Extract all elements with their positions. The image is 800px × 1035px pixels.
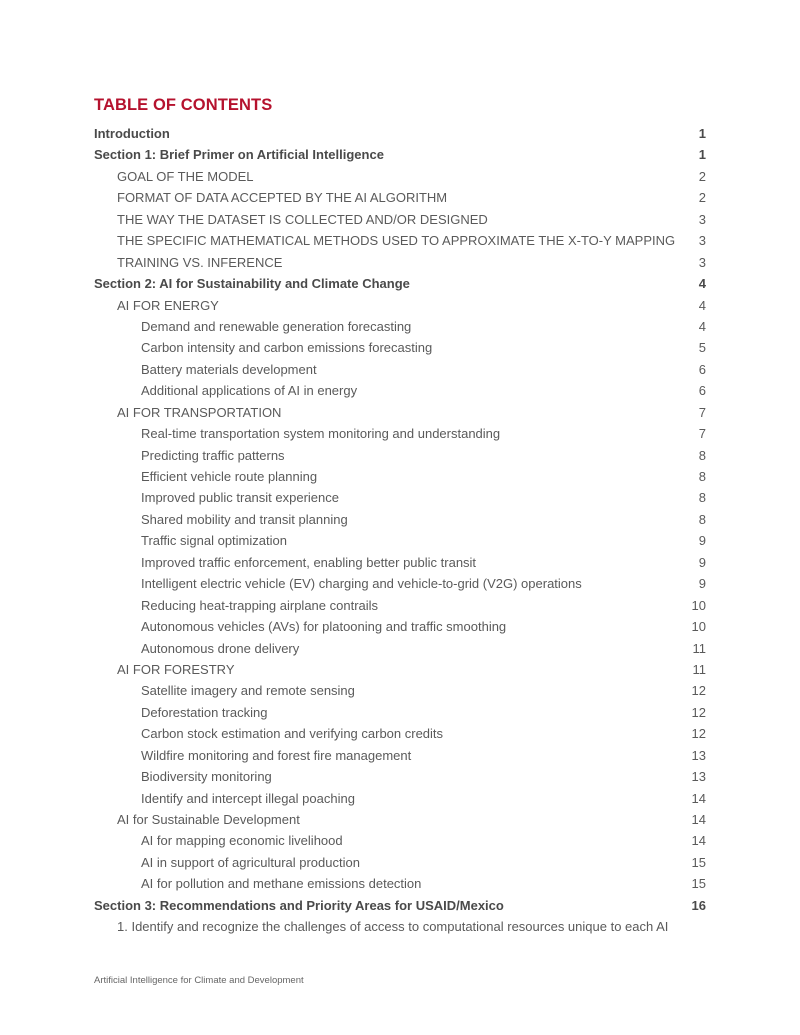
toc-entry-page-number: 9 [698, 533, 706, 549]
toc-entry-page-number: 3 [698, 254, 706, 270]
toc-entry[interactable] [0, 702, 800, 723]
toc-entry-page-number: 7 [698, 426, 706, 442]
toc-entry-label: Carbon stock estimation and verifying carbon credits [141, 726, 444, 742]
toc-entry-page-number: 3 [698, 211, 706, 227]
toc-entry-page-number: 14 [691, 790, 706, 806]
toc-entry[interactable] [0, 466, 800, 487]
toc-entry[interactable] [0, 895, 800, 916]
toc-entry[interactable] [0, 380, 800, 401]
toc-entry-page-number: 12 [691, 683, 706, 699]
toc-entry-label: Autonomous drone delivery [141, 640, 300, 656]
toc-entry-page-number: 13 [691, 747, 706, 763]
toc-entry[interactable] [0, 144, 800, 165]
toc-entry-label: Section 3: Recommendations and Priority Areas for USAID/Mexico [94, 897, 504, 913]
toc-entry-label: Efficient vehicle route planning [141, 469, 318, 484]
toc-entry-page-number: 15 [691, 854, 706, 870]
toc-entry-label: Deforestation tracking [141, 704, 268, 720]
toc-entry-page-number: 9 [698, 576, 706, 592]
toc-entry-label: Introduction [94, 126, 170, 141]
toc-entry-page-number: 8 [698, 511, 706, 527]
toc-title: TABLE OF CONTENTS [94, 96, 273, 114]
toc-entry[interactable] [0, 445, 800, 466]
toc-entry-label: THE SPECIFIC MATHEMATICAL METHODS USED TO APPROXIMATE THE X-TO-Y MAPPING [117, 233, 676, 249]
toc-entry-label: Autonomous vehicles (AVs) for platooning and traffic smoothing [141, 619, 507, 635]
toc-entry[interactable] [0, 402, 800, 423]
toc-entry-label: Additional applications of AI in energy [141, 383, 358, 399]
toc-entry-page-number: 9 [698, 554, 706, 570]
toc-entry[interactable] [0, 830, 800, 851]
toc-entry-page-number: 4 [698, 318, 706, 334]
toc-entry[interactable] [0, 209, 800, 230]
toc-entry-page-number: 11 [692, 661, 706, 677]
toc-entry[interactable] [0, 230, 800, 251]
toc-entry-page-number: 1 [698, 147, 706, 163]
toc-entry-page-number: 10 [691, 597, 706, 613]
toc-entry-label: Traffic signal optimization [141, 533, 287, 549]
toc-entry-page-number: 10 [691, 619, 706, 635]
toc-entry[interactable] [0, 123, 800, 144]
toc-entry[interactable] [0, 166, 800, 187]
toc-entry-page-number: 4 [698, 297, 706, 313]
toc-entry-page-number: 2 [698, 168, 706, 184]
toc-entry-label: Intelligent electric vehicle (EV) charging and vehicle-to-grid (V2G) operations [141, 576, 582, 592]
toc-entry-label: GOAL OF THE MODEL [117, 168, 254, 184]
toc-entry-label: Section 2: AI for Sustainability and Climate Change [94, 276, 410, 292]
toc-entry-label: Biodiversity monitoring [141, 769, 272, 785]
toc-entry-label: Satellite imagery and remote sensing [141, 683, 355, 699]
toc-entry-label: AI FOR ENERGY [117, 297, 219, 313]
toc-entry[interactable] [0, 316, 800, 337]
toc-entry[interactable] [0, 723, 800, 744]
toc-entry[interactable] [0, 766, 800, 787]
toc-entry[interactable] [0, 552, 800, 573]
toc-entry[interactable] [0, 509, 800, 530]
toc-entry-page-number: 7 [698, 404, 706, 420]
toc-entry-page-number: 14 [691, 833, 706, 849]
toc-entry[interactable] [0, 337, 800, 358]
toc-entry-label: Improved traffic enforcement, enabling better public transit [141, 554, 477, 570]
toc-entry-page-number: 15 [691, 876, 706, 892]
toc-entry-label: Carbon intensity and carbon emissions forecasting [141, 340, 433, 356]
page-footer: Artificial Intelligence for Climate and Development [94, 975, 304, 986]
toc-entry-label: Demand and renewable generation forecasting [141, 318, 412, 334]
toc-entry-page-number: 8 [698, 469, 706, 484]
toc-entry-page-number: 16 [691, 897, 706, 913]
toc-entry-page-number: 14 [691, 812, 706, 827]
toc-entry[interactable] [0, 187, 800, 208]
toc-entry[interactable] [0, 916, 800, 937]
toc-entry-label: FORMAT OF DATA ACCEPTED BY THE AI ALGORITHM [117, 190, 448, 206]
toc-entry-label: AI for mapping economic livelihood [141, 833, 343, 849]
toc-entry-label: Predicting traffic patterns [141, 447, 285, 463]
toc-entry-label: Identify and intercept illegal poaching [141, 790, 355, 806]
toc-entry-page-number: 6 [698, 383, 706, 399]
toc-entry-label: AI for Sustainable Development [117, 812, 300, 827]
toc-entry[interactable] [0, 573, 800, 594]
toc-entry[interactable] [0, 680, 800, 701]
toc-entry[interactable] [0, 852, 800, 873]
toc-entry-page-number: 11 [692, 640, 706, 656]
toc-entry[interactable] [0, 638, 800, 659]
toc-entry-label: TRAINING VS. INFERENCE [117, 254, 283, 270]
toc-entry-page-number: 12 [691, 704, 706, 720]
toc-entry-page-number: 12 [691, 726, 706, 742]
toc-entry-page-number: 1 [698, 126, 706, 141]
toc-entry-label: Improved public transit experience [141, 490, 339, 506]
toc-entry-page-number: 8 [698, 447, 706, 463]
toc-list [0, 123, 800, 938]
toc-entry-label: Real-time transportation system monitoring and understanding [141, 426, 501, 442]
toc-entry-label: Shared mobility and transit planning [141, 511, 348, 527]
toc-entry[interactable] [0, 616, 800, 637]
toc-entry-label: AI in support of agricultural production [141, 854, 360, 870]
toc-entry-label: AI for pollution and methane emissions detection [141, 876, 422, 892]
toc-entry[interactable] [0, 809, 800, 830]
toc-entry[interactable] [0, 252, 800, 273]
toc-entry[interactable] [0, 595, 800, 616]
toc-entry-page-number: 2 [698, 190, 706, 206]
toc-entry-label: AI FOR FORESTRY [117, 661, 235, 677]
toc-entry-label: Reducing heat-trapping airplane contrails [141, 597, 379, 613]
toc-entry-label: Section 1: Brief Primer on Artificial Intelligence [94, 147, 384, 163]
toc-entry-page-number: 13 [691, 769, 706, 785]
toc-entry[interactable] [0, 659, 800, 680]
toc-entry-page-number: 8 [698, 490, 706, 506]
toc-entry-label: Battery materials development [141, 361, 317, 377]
toc-entry[interactable] [0, 423, 800, 444]
toc-entry-label: THE WAY THE DATASET IS COLLECTED AND/OR DESIGNED [117, 211, 488, 227]
toc-entry[interactable] [0, 530, 800, 551]
toc-entry[interactable] [0, 295, 800, 316]
toc-entry[interactable] [0, 273, 800, 294]
toc-entry-label: AI FOR TRANSPORTATION [117, 404, 282, 420]
toc-entry[interactable] [0, 788, 800, 809]
toc-entry[interactable] [0, 745, 800, 766]
toc-entry-label: 1. Identify and recognize the challenges of access to computational resources unique to each AI [117, 919, 669, 935]
toc-entry-label: Wildfire monitoring and forest fire management [141, 747, 412, 763]
toc-entry-page-number: 4 [698, 276, 706, 292]
toc-entry[interactable] [0, 873, 800, 894]
toc-entry-page-number: 5 [698, 340, 706, 356]
toc-entry[interactable] [0, 359, 800, 380]
toc-entry-page-number: 6 [698, 361, 706, 377]
toc-entry-page-number: 3 [698, 233, 706, 249]
toc-entry[interactable] [0, 487, 800, 508]
